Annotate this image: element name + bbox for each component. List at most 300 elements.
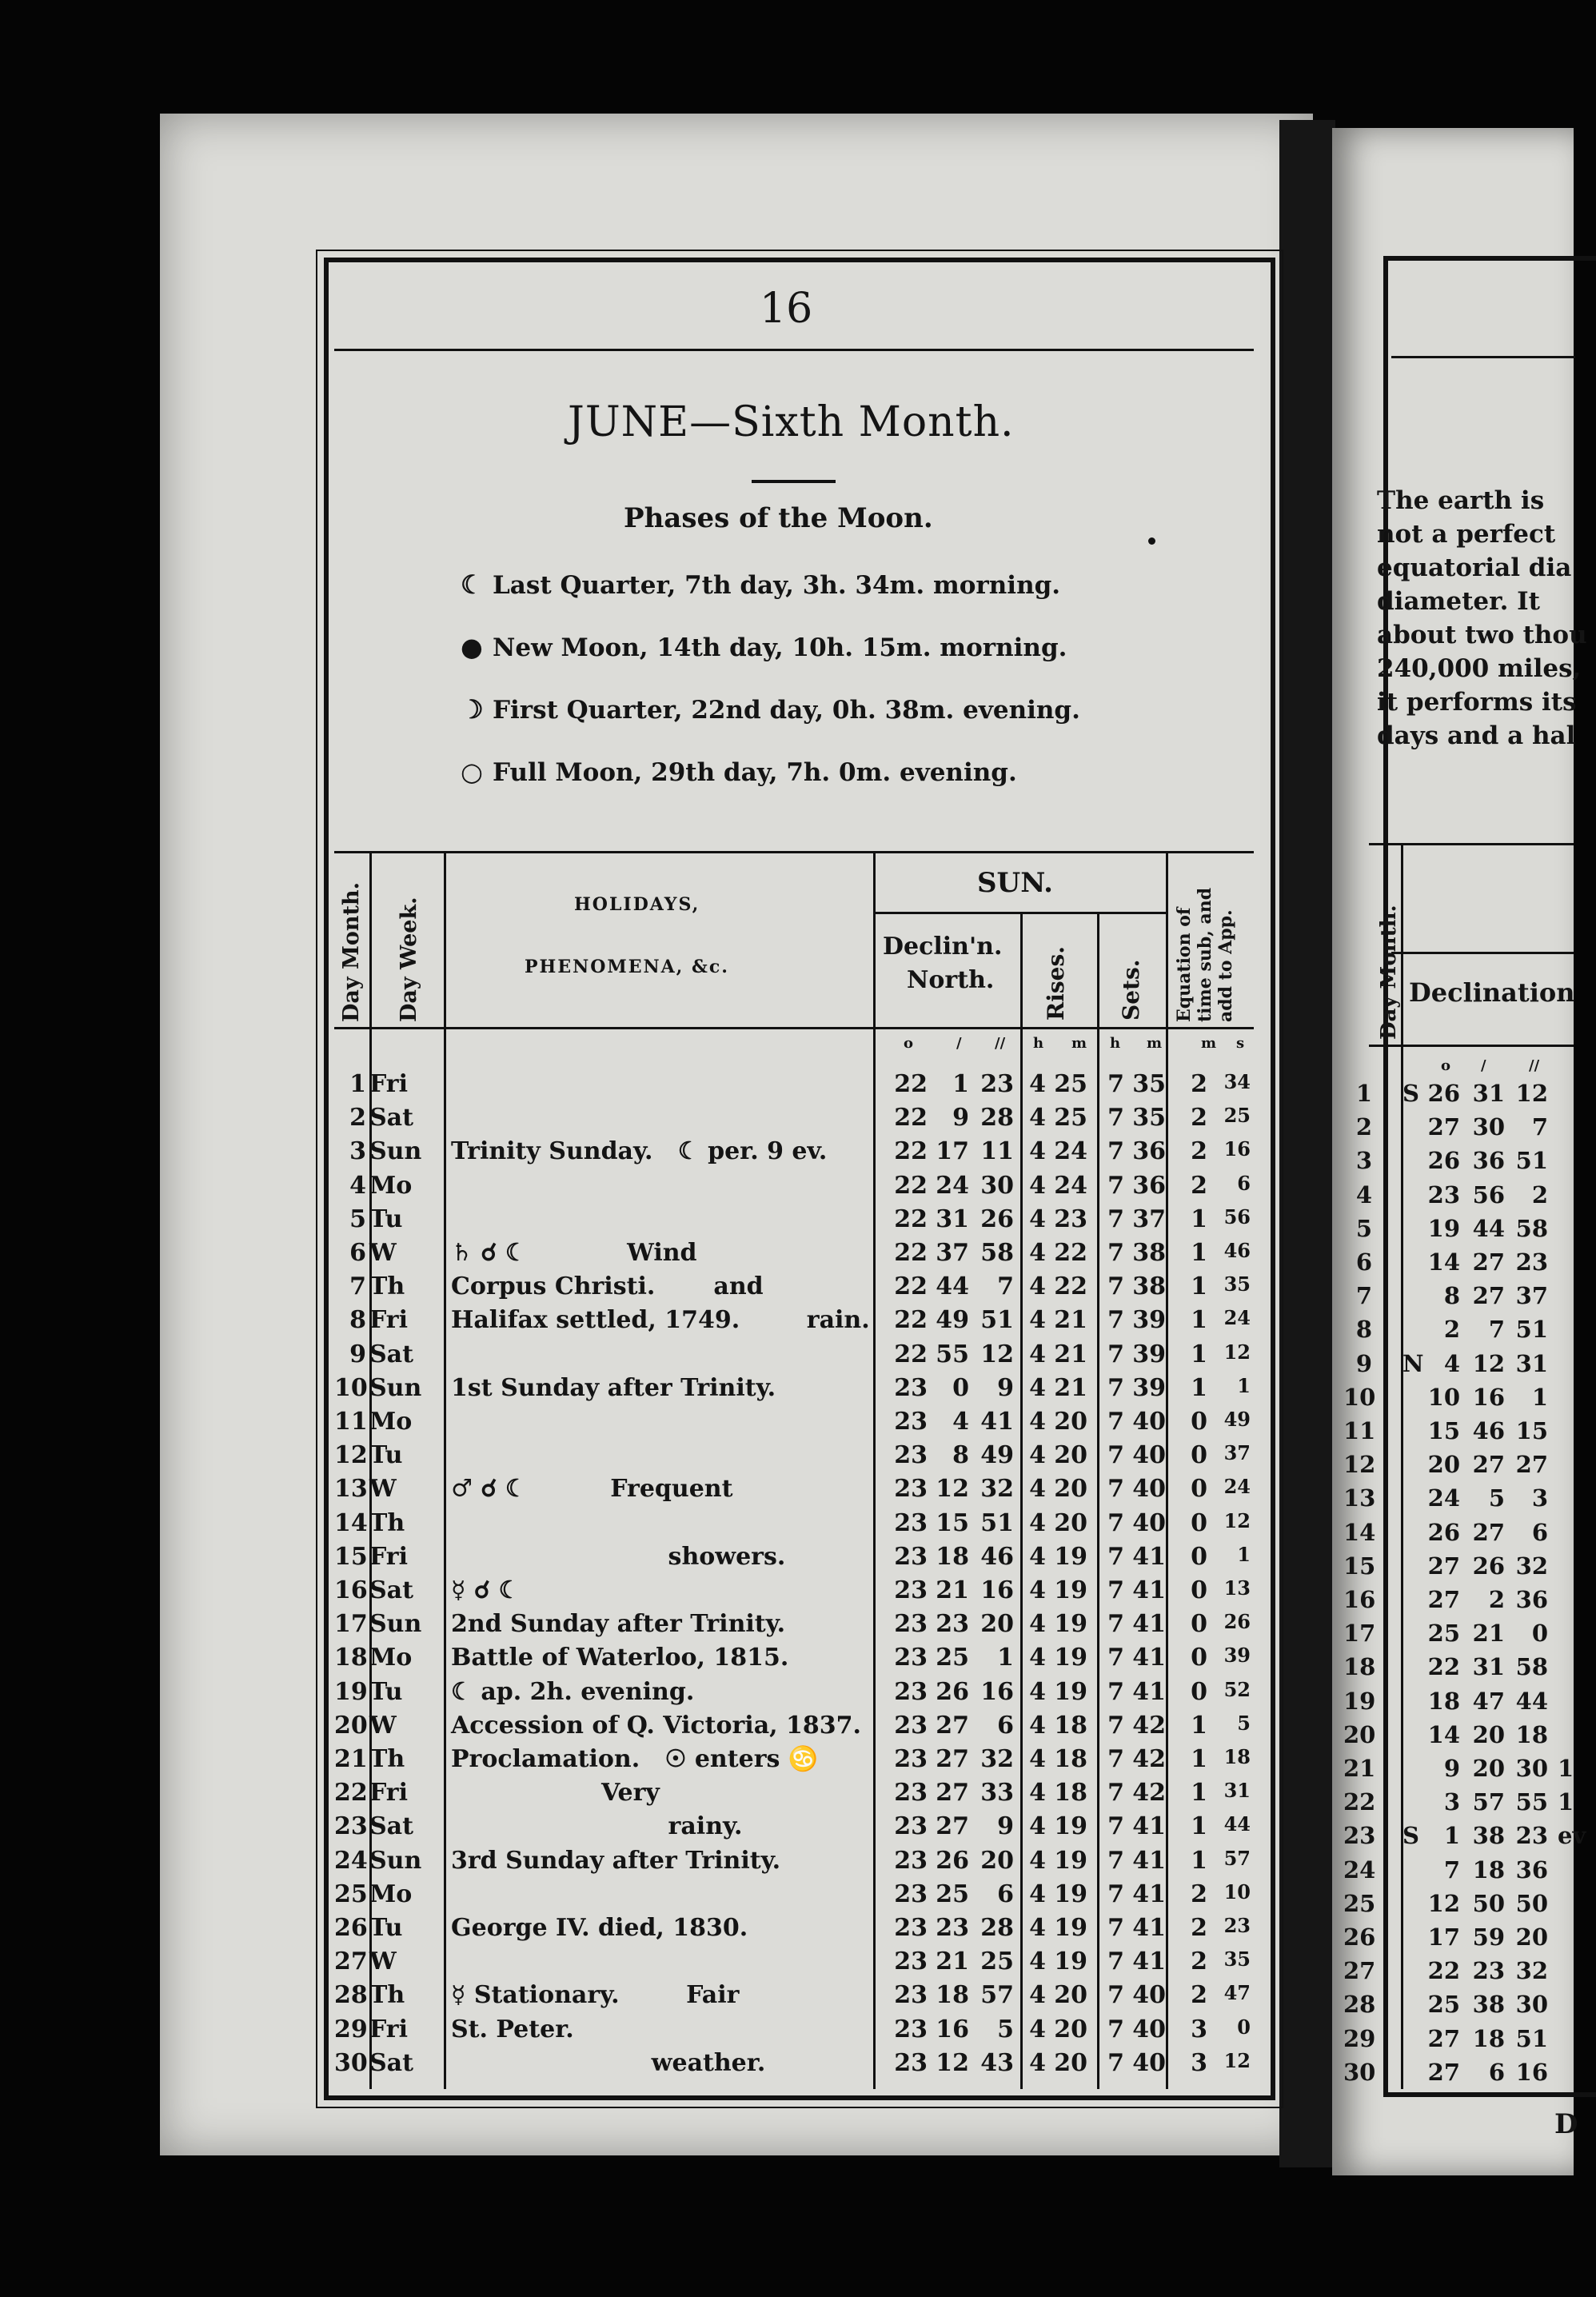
equation-minutes: 2 — [1191, 1104, 1207, 1133]
sunset-hour: 7 — [1107, 1508, 1124, 1537]
table-row — [334, 1239, 1254, 1274]
right-cell-b: 44 — [1472, 1214, 1505, 1242]
right-cell-d: 27 — [1343, 1957, 1376, 1985]
sunset-minute: 37 — [1132, 1204, 1166, 1233]
declination-seconds: 32 — [980, 1745, 1014, 1773]
declination-degrees: 23 — [894, 1947, 928, 1976]
equation-seconds: 23 — [1223, 1914, 1251, 1937]
declination-minutes: 44 — [936, 1272, 969, 1301]
sunset-hour: 7 — [1107, 1745, 1124, 1773]
declination-degrees: 22 — [894, 1272, 928, 1301]
sunset-hour: 7 — [1107, 1373, 1124, 1402]
declination-minutes: 0 — [952, 1373, 969, 1402]
day-of-week: Sat — [369, 1340, 413, 1368]
sunrise-hour: 4 — [1029, 1475, 1046, 1504]
sunset-hour: 7 — [1107, 1779, 1124, 1808]
right-cell-a: 24 — [1427, 1484, 1460, 1512]
right-cell-d: 25 — [1343, 1889, 1376, 1917]
declination-seconds: 20 — [980, 1846, 1014, 1875]
sunset-minute: 41 — [1132, 1846, 1166, 1875]
unit-seconds: // — [995, 1035, 1006, 1052]
unit-minutes: / — [956, 1035, 962, 1052]
sunrise-hour: 4 — [1029, 1644, 1046, 1672]
equation-seconds: 18 — [1223, 1745, 1251, 1768]
book-gutter — [1279, 120, 1335, 2167]
sunrise-minute: 19 — [1054, 1914, 1087, 1942]
right-page-text-line: not a perfect — [1377, 520, 1556, 549]
right-cell-b: 5 — [1488, 1484, 1505, 1512]
right-cell-b: 46 — [1472, 1417, 1505, 1444]
new-moon-icon: ● — [461, 632, 483, 662]
right-cell-d: 7 — [1355, 1282, 1372, 1310]
right-cell-d: 29 — [1343, 2024, 1376, 2052]
sunset-hour: 7 — [1107, 1204, 1124, 1233]
right-cell-a: 15 — [1427, 1417, 1460, 1444]
right-cell-a: 27 — [1427, 1113, 1460, 1141]
right-cell-b: 2 — [1488, 1586, 1505, 1613]
right-cell-b: 56 — [1472, 1180, 1505, 1208]
sunset-minute: 38 — [1132, 1272, 1166, 1301]
sunrise-hour: 4 — [1029, 1981, 1046, 2010]
day-of-week: Th — [369, 1272, 405, 1301]
table-row — [334, 2015, 1254, 2051]
holiday-text: 3rd Sunday after Trinity. — [451, 1846, 781, 1875]
declination-minutes: 21 — [936, 1947, 969, 1976]
declination-seconds: 5 — [997, 2015, 1014, 2043]
declination-minutes: 31 — [936, 1204, 969, 1233]
equation-minutes: 0 — [1191, 1508, 1207, 1537]
equation-seconds: 0 — [1237, 2015, 1251, 2039]
right-cell-c: 51 — [1515, 2024, 1548, 2052]
day-of-week: Sun — [369, 1846, 422, 1875]
right-page-bottom-fragment: D — [1554, 2108, 1578, 2140]
right-cell-d: 8 — [1355, 1316, 1372, 1344]
sunset-hour: 7 — [1107, 1306, 1124, 1335]
equation-seconds: 37 — [1223, 1441, 1251, 1465]
right-cell-c: 51 — [1515, 1147, 1548, 1175]
day-of-week: Mo — [369, 1408, 413, 1436]
day-of-week: Sun — [369, 1373, 422, 1402]
declination-seconds: 20 — [980, 1610, 1014, 1639]
declination-degrees: 23 — [894, 1441, 928, 1470]
right-table-sub-rule — [1391, 952, 1574, 954]
holiday-text: 2nd Sunday after Trinity. — [451, 1610, 786, 1639]
full-moon-icon: ○ — [461, 757, 483, 787]
sunset-minute: 41 — [1132, 1812, 1166, 1841]
sunset-minute: 42 — [1132, 1779, 1166, 1808]
sunrise-minute: 19 — [1054, 1610, 1087, 1639]
equation-seconds: 35 — [1223, 1947, 1251, 1971]
day-of-month: 1 — [349, 1070, 366, 1098]
right-cell-b: 18 — [1472, 2024, 1505, 2052]
right-cell-d: 16 — [1343, 1586, 1376, 1613]
equation-seconds: 12 — [1223, 1340, 1251, 1364]
right-cell-a: 18 — [1427, 1687, 1460, 1715]
unit-degrees: o — [904, 1035, 914, 1052]
sunrise-minute: 19 — [1054, 1812, 1087, 1841]
right-cell-m: S — [1402, 1080, 1419, 1107]
sunrise-minute: 23 — [1054, 1204, 1087, 1233]
equation-minutes: 0 — [1191, 1677, 1207, 1706]
right-cell-d: 11 — [1343, 1417, 1376, 1444]
declination-seconds: 16 — [980, 1677, 1014, 1706]
declination-seconds: 7 — [997, 1272, 1014, 1301]
equation-seconds: 1 — [1237, 1542, 1251, 1566]
right-cell-b: 20 — [1472, 1755, 1505, 1782]
sunrise-hour: 4 — [1029, 1441, 1046, 1470]
day-of-month: 8 — [349, 1306, 366, 1335]
declination-minutes: 25 — [936, 1880, 969, 1908]
sunset-hour: 7 — [1107, 1711, 1124, 1740]
declination-degrees: 23 — [894, 1408, 928, 1436]
declination-degrees: 22 — [894, 1204, 928, 1233]
right-cell-d: 30 — [1343, 2058, 1376, 2086]
sunset-minute: 36 — [1132, 1171, 1166, 1200]
day-of-month: 17 — [334, 1610, 368, 1639]
day-of-month: 28 — [334, 1981, 368, 2010]
declination-degrees: 23 — [894, 1745, 928, 1773]
right-cell-c: 27 — [1515, 1451, 1548, 1479]
holiday-text: ☾ ap. 2h. evening. — [451, 1677, 695, 1706]
right-cell-c: 36 — [1515, 1586, 1548, 1613]
sunset-hour: 7 — [1107, 1272, 1124, 1301]
sunset-hour: 7 — [1107, 1171, 1124, 1200]
sunset-minute: 39 — [1132, 1306, 1166, 1335]
right-cell-a: 27 — [1427, 2058, 1460, 2086]
table-row — [334, 1272, 1254, 1308]
right-cell-c: 30 — [1515, 1991, 1548, 2019]
declination-seconds: 6 — [997, 1711, 1014, 1740]
sunset-hour: 7 — [1107, 1542, 1124, 1571]
right-cell-d: 10 — [1343, 1383, 1376, 1411]
sunset-hour: 7 — [1107, 1981, 1124, 2010]
day-of-week: Sun — [369, 1610, 422, 1639]
declination-degrees: 23 — [894, 2048, 928, 2077]
right-cell-b: 27 — [1472, 1248, 1505, 1276]
right-unit-minutes: / — [1481, 1057, 1486, 1074]
right-cell-b: 20 — [1472, 1720, 1505, 1748]
right-page-text-line: diameter. It — [1377, 587, 1540, 616]
declination-seconds: 58 — [980, 1239, 1014, 1267]
right-cell-c: 37 — [1515, 1282, 1548, 1310]
day-of-month: 23 — [334, 1812, 368, 1841]
equation-seconds: 39 — [1223, 1644, 1251, 1668]
right-cell-c: 6 — [1531, 1518, 1548, 1546]
declination-seconds: 11 — [980, 1137, 1014, 1166]
day-of-week: Mo — [369, 1644, 413, 1672]
right-cell-c: 15 — [1515, 1417, 1548, 1444]
table-row — [334, 1914, 1254, 1949]
sunset-minute: 39 — [1132, 1340, 1166, 1368]
equation-seconds: 47 — [1223, 1981, 1251, 2005]
equation-minutes: 0 — [1191, 1441, 1207, 1470]
equation-minutes: 2 — [1191, 1070, 1207, 1098]
table-row — [334, 1576, 1254, 1612]
declination-degrees: 22 — [894, 1171, 928, 1200]
declination-minutes: 23 — [936, 1914, 969, 1942]
right-cell-d: 9 — [1355, 1349, 1372, 1377]
day-of-week: Fri — [369, 1542, 408, 1571]
declination-minutes: 18 — [936, 1542, 969, 1571]
sunset-minute: 40 — [1132, 1475, 1166, 1504]
right-cell-b: 31 — [1472, 1080, 1505, 1107]
right-cell-x: ev — [1558, 1822, 1586, 1850]
equation-seconds: 56 — [1223, 1204, 1251, 1228]
equation-minutes: 2 — [1191, 1880, 1207, 1908]
right-cell-c: 3 — [1531, 1484, 1548, 1512]
sunrise-hour: 4 — [1029, 1812, 1046, 1841]
sunrise-hour: 4 — [1029, 1171, 1046, 1200]
right-cell-b: 23 — [1472, 1957, 1505, 1985]
unit-rises-minutes: m — [1071, 1035, 1087, 1052]
header-phenomena: PHENOMENA, &c. — [525, 957, 729, 977]
right-cell-c: 18 — [1515, 1720, 1548, 1748]
phase-item — [461, 632, 1067, 662]
right-cell-a: 27 — [1427, 1552, 1460, 1580]
sunset-minute: 40 — [1132, 1441, 1166, 1470]
equation-seconds: 31 — [1223, 1779, 1251, 1803]
sunrise-hour: 4 — [1029, 1373, 1046, 1402]
header-north: North. — [907, 966, 995, 994]
equation-minutes: 1 — [1191, 1306, 1207, 1335]
right-cell-c: 55 — [1515, 1788, 1548, 1816]
holiday-text: Battle of Waterloo, 1815. — [451, 1644, 789, 1672]
table-row — [334, 1880, 1254, 1915]
sunset-minute: 41 — [1132, 1610, 1166, 1639]
table-row — [334, 1137, 1254, 1172]
right-table-header-rule — [1369, 1045, 1574, 1047]
right-cell-a: 19 — [1427, 1214, 1460, 1242]
declination-seconds: 28 — [980, 1914, 1014, 1942]
holiday-text: Halifax settled, 1749. rain. — [451, 1306, 870, 1335]
sunrise-hour: 4 — [1029, 1508, 1046, 1537]
header-day-month: Day Month. — [339, 881, 364, 1022]
right-cell-b: 47 — [1472, 1687, 1505, 1715]
declination-minutes: 8 — [952, 1441, 969, 1470]
declination-minutes: 27 — [936, 1711, 969, 1740]
equation-minutes: 2 — [1191, 1137, 1207, 1166]
declination-seconds: 1 — [997, 1644, 1014, 1672]
right-cell-d: 14 — [1343, 1518, 1376, 1546]
equation-seconds: 13 — [1223, 1576, 1251, 1600]
holiday-text: George IV. died, 1830. — [451, 1914, 748, 1942]
declination-degrees: 22 — [894, 1070, 928, 1098]
holiday-text: ☿ ☌ ☾ — [451, 1576, 521, 1604]
day-of-month: 2 — [349, 1104, 366, 1133]
right-cell-d: 13 — [1343, 1484, 1376, 1512]
day-of-month: 11 — [334, 1408, 368, 1436]
declination-degrees: 22 — [894, 1239, 928, 1267]
sunrise-minute: 20 — [1054, 1508, 1087, 1537]
right-cell-c: 32 — [1515, 1552, 1548, 1580]
declination-minutes: 25 — [936, 1644, 969, 1672]
right-cell-d: 22 — [1343, 1788, 1376, 1816]
equation-minutes: 1 — [1191, 1745, 1207, 1773]
right-page-text-line: The earth is — [1377, 486, 1545, 515]
declination-minutes: 55 — [936, 1340, 969, 1368]
right-cell-d: 15 — [1343, 1552, 1376, 1580]
right-cell-d: 21 — [1343, 1755, 1376, 1782]
declination-minutes: 12 — [936, 2048, 969, 2077]
holiday-text: ♂ ☌ ☾ Frequent — [451, 1475, 733, 1504]
declination-seconds: 51 — [980, 1306, 1014, 1335]
right-cell-c: 23 — [1515, 1248, 1548, 1276]
right-cell-a: 14 — [1427, 1720, 1460, 1748]
sunrise-minute: 20 — [1054, 1408, 1087, 1436]
sunrise-hour: 4 — [1029, 1576, 1046, 1604]
declination-seconds: 49 — [980, 1441, 1014, 1470]
equation-seconds: 5 — [1237, 1711, 1251, 1735]
phase-item — [461, 694, 1080, 725]
declination-degrees: 23 — [894, 1846, 928, 1875]
table-row — [334, 1070, 1254, 1105]
table-row — [334, 1475, 1254, 1510]
day-of-month: 9 — [349, 1340, 366, 1368]
declination-degrees: 23 — [894, 1576, 928, 1604]
sunrise-hour: 4 — [1029, 1542, 1046, 1571]
equation-minutes: 0 — [1191, 1475, 1207, 1504]
sunrise-minute: 19 — [1054, 1576, 1087, 1604]
phases-heading: Phases of the Moon. — [624, 502, 933, 534]
right-cell-a: 12 — [1427, 1889, 1460, 1917]
day-of-month: 12 — [334, 1441, 368, 1470]
right-cell-b: 57 — [1472, 1788, 1505, 1816]
sunrise-minute: 18 — [1054, 1711, 1087, 1740]
sunrise-minute: 20 — [1054, 1475, 1087, 1504]
header-sets: Sets. — [1118, 959, 1144, 1021]
right-cell-d: 12 — [1343, 1451, 1376, 1479]
equation-minutes: 3 — [1191, 2048, 1207, 2077]
holiday-text: rainy. — [451, 1812, 743, 1841]
sunset-minute: 40 — [1132, 1508, 1166, 1537]
sunset-hour: 7 — [1107, 1914, 1124, 1942]
equation-seconds: 49 — [1223, 1408, 1251, 1431]
header-sun: SUN. — [977, 867, 1053, 899]
equation-minutes: 1 — [1191, 1812, 1207, 1841]
right-cell-d: 24 — [1343, 1856, 1376, 1884]
unit-sets-hours: h — [1110, 1035, 1121, 1052]
sunset-hour: 7 — [1107, 1610, 1124, 1639]
table-header-rule — [334, 1027, 1254, 1029]
right-cell-b: 31 — [1472, 1653, 1505, 1681]
right-cell-c: 50 — [1515, 1889, 1548, 1917]
page-number: 16 — [760, 285, 813, 333]
holiday-text: ☿ Stationary. Fair — [451, 1981, 740, 2010]
equation-minutes: 1 — [1191, 1373, 1207, 1402]
right-cell-a: 27 — [1427, 2024, 1460, 2052]
right-page-text-line: days and a hal — [1377, 721, 1576, 750]
holiday-text: weather. — [451, 2048, 766, 2077]
right-cell-c: 20 — [1515, 1923, 1548, 1951]
sunset-hour: 7 — [1107, 1475, 1124, 1504]
right-cell-x: 1 — [1558, 1788, 1574, 1816]
title-rule — [752, 480, 836, 483]
holiday-text: 1st Sunday after Trinity. — [451, 1373, 776, 1402]
sunrise-hour: 4 — [1029, 1204, 1046, 1233]
table-top-rule — [334, 851, 1254, 853]
sunset-minute: 35 — [1132, 1070, 1166, 1098]
table-row — [334, 1543, 1254, 1578]
sunrise-hour: 4 — [1029, 1610, 1046, 1639]
day-of-month: 20 — [334, 1711, 368, 1740]
last-quarter-moon-icon: ☾ — [461, 569, 484, 600]
table-row — [334, 1678, 1254, 1713]
right-cell-d: 5 — [1355, 1214, 1372, 1242]
sunrise-minute: 24 — [1054, 1171, 1087, 1200]
equation-minutes: 1 — [1191, 1272, 1207, 1301]
declination-degrees: 23 — [894, 1812, 928, 1841]
declination-seconds: 32 — [980, 1475, 1014, 1504]
equation-minutes: 3 — [1191, 2015, 1207, 2043]
phase-text: Last Quarter, 7th day, 3h. 34m. morning. — [493, 571, 1061, 600]
equation-seconds: 6 — [1237, 1171, 1251, 1195]
sunset-hour: 7 — [1107, 2048, 1124, 2077]
equation-seconds: 12 — [1223, 2048, 1251, 2072]
right-cell-d: 28 — [1343, 1991, 1376, 2019]
right-cell-b: 21 — [1472, 1620, 1505, 1648]
day-of-week: Sat — [369, 2048, 413, 2077]
right-cell-c: 58 — [1515, 1214, 1548, 1242]
day-of-week: W — [369, 1947, 397, 1976]
table-row — [334, 1610, 1254, 1645]
table-row — [334, 1172, 1254, 1207]
sunrise-hour: 4 — [1029, 1914, 1046, 1942]
declination-minutes: 24 — [936, 1171, 969, 1200]
right-cell-d: 26 — [1343, 1923, 1376, 1951]
right-cell-a: 7 — [1443, 1856, 1460, 1884]
header-equation-1: Equation of — [1174, 907, 1195, 1022]
declination-seconds: 28 — [980, 1104, 1014, 1133]
sunrise-minute: 21 — [1054, 1373, 1087, 1402]
day-of-month: 6 — [349, 1239, 366, 1267]
declination-minutes: 49 — [936, 1306, 969, 1335]
declination-seconds: 30 — [980, 1171, 1014, 1200]
right-cell-b: 27 — [1472, 1518, 1505, 1546]
right-cell-a: 22 — [1427, 1653, 1460, 1681]
declination-seconds: 9 — [997, 1812, 1014, 1841]
declination-seconds: 23 — [980, 1070, 1014, 1098]
right-cell-c: 31 — [1515, 1349, 1548, 1377]
right-cell-a: 26 — [1427, 1080, 1460, 1107]
holiday-text: Accession of Q. Victoria, 1837. — [451, 1711, 861, 1740]
right-cell-b: 38 — [1472, 1991, 1505, 2019]
declination-degrees: 23 — [894, 2015, 928, 2043]
equation-minutes: 0 — [1191, 1408, 1207, 1436]
declination-minutes: 15 — [936, 1508, 969, 1537]
equation-minutes: 1 — [1191, 1340, 1207, 1368]
declination-degrees: 22 — [894, 1104, 928, 1133]
sunset-minute: 35 — [1132, 1104, 1166, 1133]
equation-seconds: 24 — [1223, 1475, 1251, 1499]
sunrise-hour: 4 — [1029, 1408, 1046, 1436]
holiday-text: Trinity Sunday. ☾ per. 9 ev. — [451, 1137, 828, 1166]
right-cell-a: 9 — [1443, 1755, 1460, 1782]
declination-seconds: 16 — [980, 1576, 1014, 1604]
day-of-month: 25 — [334, 1880, 368, 1908]
day-of-month: 19 — [334, 1677, 368, 1706]
equation-seconds: 35 — [1223, 1272, 1251, 1296]
declination-seconds: 51 — [980, 1508, 1014, 1537]
sunset-minute: 38 — [1132, 1239, 1166, 1267]
sunset-hour: 7 — [1107, 2015, 1124, 2043]
phase-text: Full Moon, 29th day, 7h. 0m. evening. — [493, 758, 1017, 787]
sunset-minute: 41 — [1132, 1947, 1166, 1976]
table-row — [334, 1205, 1254, 1240]
sunrise-hour: 4 — [1029, 1306, 1046, 1335]
sunset-minute: 42 — [1132, 1711, 1166, 1740]
equation-seconds: 44 — [1223, 1812, 1251, 1836]
sunrise-minute: 21 — [1054, 1306, 1087, 1335]
